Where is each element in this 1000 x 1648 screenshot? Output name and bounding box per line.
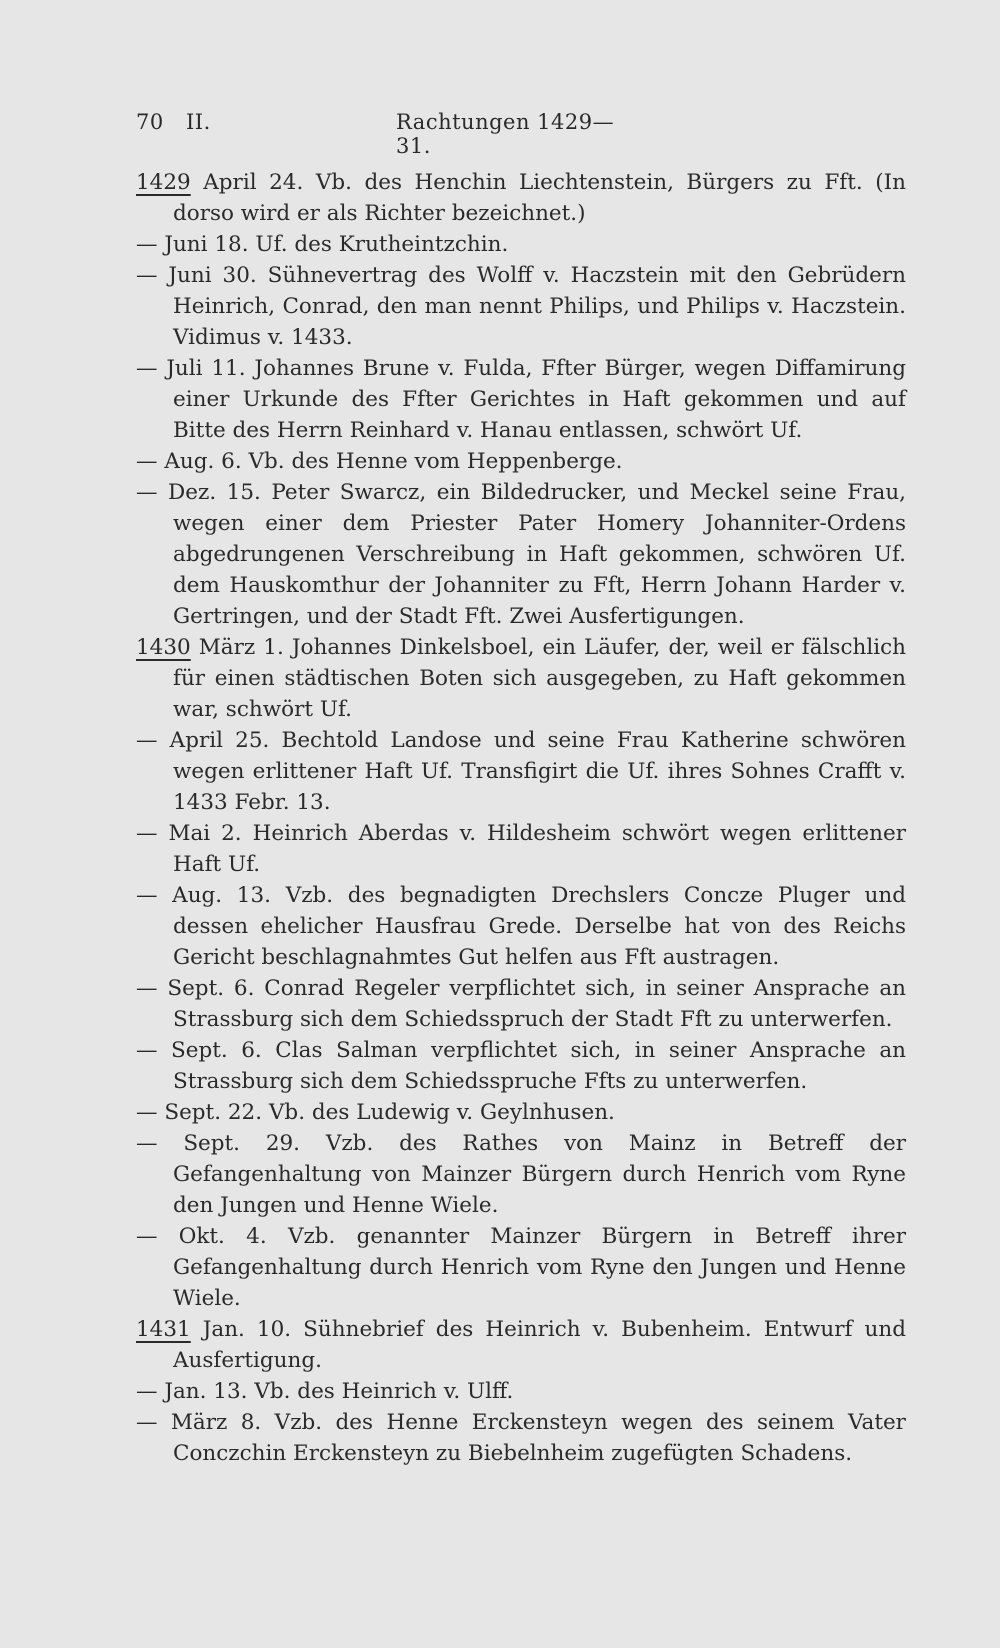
entry-text: Bechtold Landose und seine Frau Katherine schwören wegen erlittener Haft Uf. Transfigirt die Uf. ihres Sohnes Crafft v. 1433 Febr. 13. [173, 728, 906, 815]
entry-year: — [136, 1410, 158, 1435]
page-header [136, 110, 636, 158]
entry-text: Heinrich Aberdas v. Hildesheim schwört wegen erlittener Haft Uf. [173, 821, 906, 877]
entry-text: Johannes Dinkelsboel, ein Läufer, der, weil er fälschlich für einen städtischen Boten sich ausgegeben, zu Haft gekommen war, schwört Uf. [173, 635, 906, 722]
entry-item [136, 260, 906, 353]
entry-date: Okt. 4. [178, 1224, 267, 1249]
entry-year: — [136, 821, 158, 846]
entry-item [136, 725, 906, 818]
entry-date: Aug. 13. [172, 883, 272, 908]
entry-date: April 24. [203, 170, 304, 195]
entry-date: Jan. 10. [202, 1317, 292, 1342]
entry-item [136, 446, 906, 477]
entry-item [136, 1376, 906, 1407]
entry-text: Vzb. des Rathes von Mainz in Betreff der Gefangenhaltung von Mainzer Bürgern durch Henrich vom Ryne den Jungen und Henne Wiele. [173, 1131, 906, 1218]
entry-year: 1429 [136, 170, 191, 195]
entry-year: — [136, 1131, 158, 1156]
entry-text: Vb. des Ludewig v. Geylnhusen. [268, 1100, 615, 1125]
entry-date: Sept. 22. [164, 1100, 263, 1125]
entry-text: Uf. des Krutheintzchin. [255, 232, 509, 257]
entry-text: Conrad Regeler verpflichtet sich, in seiner Ansprache an Strassburg sich dem Schiedsspruch der Stadt Fft zu unterwerfen. [173, 976, 906, 1032]
entry-item [136, 973, 906, 1035]
entry-year: — [136, 480, 158, 505]
entry-year: — [136, 883, 158, 908]
entry-list [136, 167, 906, 1469]
entry-text: Vb. des Heinrich v. Ulff. [254, 1379, 514, 1404]
entry-item [136, 818, 906, 880]
entry-year: — [136, 232, 158, 257]
entry-year: — [136, 356, 158, 381]
entry-date: Jan. 13. [164, 1379, 248, 1404]
entry-item [136, 167, 906, 229]
entry-item [136, 353, 906, 446]
entry-text: Vzb. des begnadigten Drechslers Concze Pluger und dessen ehelicher Hausfrau Grede. Derselbe hat von des Reichs Gericht beschlagnahmtes Gut helfen aus Fft austragen. [173, 883, 906, 970]
entry-date: Sept. 6. [167, 976, 255, 1001]
entry-date: März 8. [170, 1410, 262, 1435]
entry-item [136, 1407, 906, 1469]
entry-text: Clas Salman verpflichtet sich, in seiner Ansprache an Strassburg sich dem Schiedsspruche Ffts zu unterwerfen. [173, 1038, 906, 1094]
entry-date: Juni 18. [164, 232, 249, 257]
entry-date: Juli 11. [166, 356, 246, 381]
entry-item [136, 1035, 906, 1097]
entry-item [136, 477, 906, 632]
entry-item [136, 1221, 906, 1314]
entry-year: — [136, 1379, 158, 1404]
entry-year: — [136, 263, 158, 288]
entry-year: — [136, 1100, 158, 1125]
entry-year: — [136, 1038, 158, 1063]
entry-year: — [136, 449, 158, 474]
entry-text: Vzb. genannter Mainzer Bürgern in Betreff ihrer Gefangenhaltung durch Henrich vom Ryne den Jungen und Henne Wiele. [173, 1224, 906, 1311]
section-number: II. [186, 110, 211, 134]
entry-date: Aug. 6. [164, 449, 242, 474]
entry-item [136, 880, 906, 973]
entry-item [136, 229, 906, 260]
entry-year: — [136, 976, 158, 1001]
entry-date: Sept. 6. [171, 1038, 262, 1063]
entry-text: Johannes Brune v. Fulda, Ffter Bürger, wegen Diffamirung einer Urkunde des Ffter Gerichtes in Haft gekommen und auf Bitte des Herrn Reinhard v. Hanau entlassen, schwört Uf. [173, 356, 906, 443]
entry-item [136, 1097, 906, 1128]
entry-text: Vzb. des Henne Erckensteyn wegen des seinem Vater Conczchin Erckensteyn zu Biebelnheim zugefügten Schadens. [173, 1410, 906, 1466]
entry-date: Juni 30. [168, 263, 257, 288]
entry-year: — [136, 1224, 158, 1249]
running-title: Rachtungen 1429—31. [396, 110, 615, 158]
entry-text: Sühnevertrag des Wolff v. Haczstein mit den Gebrüdern Heinrich, Conrad, den man nennt Philips, und Philips v. Haczstein. Vidimus v. 1433. [173, 263, 907, 350]
entry-date: Sept. 29. [183, 1131, 301, 1156]
entry-year: — [136, 728, 158, 753]
entry-text: Vb. des Henchin Liechtenstein, Bürgers zu Fft. (In dorso wird er als Richter bezeichnet.) [173, 170, 906, 226]
entry-date: April 25. [169, 728, 270, 753]
entry-year: 1431 [136, 1317, 191, 1342]
entry-item [136, 632, 906, 725]
page-number: 70 [136, 110, 164, 134]
entry-text: Vb. des Henne vom Heppenberge. [248, 449, 623, 474]
entry-text: Sühnebrief des Heinrich v. Bubenheim. Entwurf und Ausfertigung. [173, 1317, 906, 1373]
entry-item [136, 1314, 906, 1376]
entry-date: März 1. [198, 635, 284, 660]
entry-date: Dez. 15. [168, 480, 261, 505]
entry-year: 1430 [136, 635, 191, 660]
entry-text: Peter Swarcz, ein Bildedrucker, und Meckel seine Frau, wegen einer dem Priester Pater Homery Johanniter-Ordens abgedrungenen Verschreibung in Haft gekommen, schwören Uf. dem Hauskomthur der Johanniter zu Fft, Herrn Johann Harder v. Gertringen, und der Stadt Fft. Zwei Ausfertigungen. [173, 480, 906, 629]
entry-date: Mai 2. [168, 821, 242, 846]
entry-item [136, 1128, 906, 1221]
